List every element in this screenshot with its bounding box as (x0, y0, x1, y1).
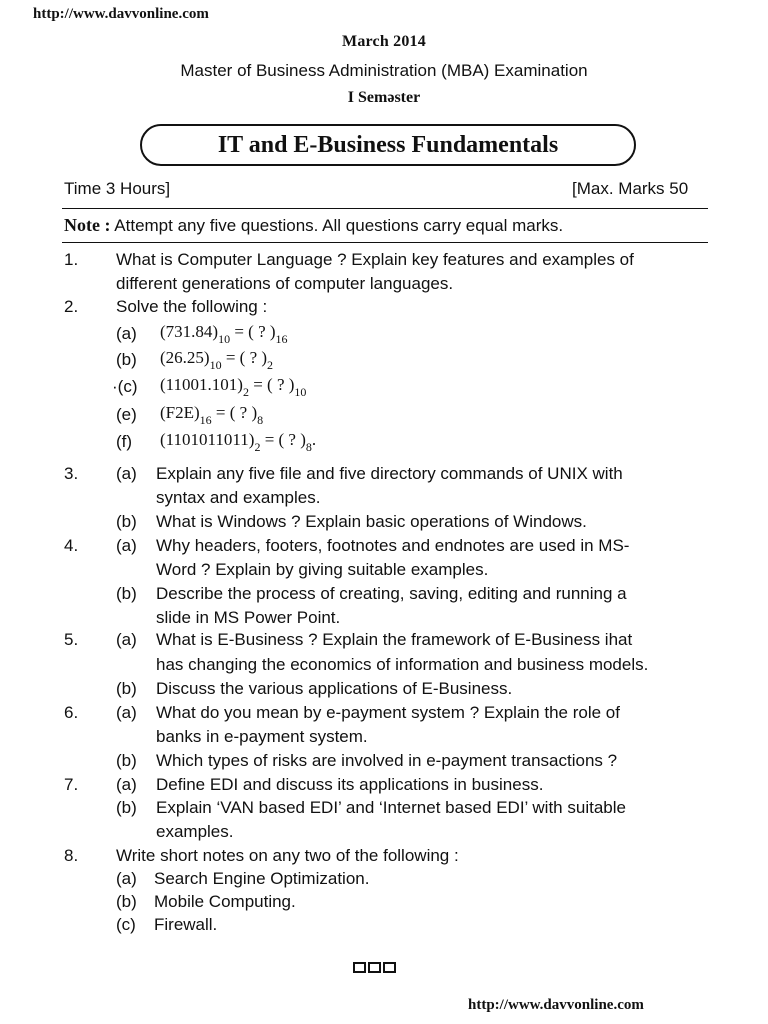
question-text: Describe the process of creating, saving, editing and running a (156, 584, 627, 603)
question-number: 5. (64, 630, 79, 649)
end-of-paper-icon (353, 962, 396, 973)
question-text: What is Windows ? Explain basic operations of Windows. (156, 512, 587, 531)
sub-question-mark: (b) (116, 350, 137, 369)
max-marks: [Max. Marks 50 (572, 179, 689, 198)
source-url-top[interactable]: http://www.davvonline.com (33, 6, 209, 22)
note-label: Note : (64, 215, 111, 235)
sub-question-mark: (b) (116, 512, 137, 531)
conversion-expression: $(F2E)_{16}$ = ( ? )$_8$ (160, 403, 264, 427)
divider (62, 242, 708, 243)
question-text: Write short notes on any two of the following : (116, 846, 459, 865)
sub-question-mark: (b) (116, 679, 137, 698)
sub-question-mark: (b) (116, 584, 137, 603)
question-text: What is Computer Language ? Explain key features and examples of (116, 250, 634, 269)
sub-question-mark: (c) (116, 915, 136, 934)
sub-question-mark: (f) (116, 432, 133, 451)
note (64, 215, 563, 236)
sub-question-mark: (a) (116, 775, 137, 794)
question-number: 8. (64, 846, 79, 865)
question-text: Word ? Explain by giving suitable examples. (156, 560, 489, 579)
question-text: Mobile Computing. (154, 892, 296, 911)
conversion-expression: $(26.25)_{10}$ = ( ? )$_2$ (160, 348, 274, 372)
sub-question-mark: (a) (116, 324, 137, 343)
paper-title: IT and E-Business Fundamentals (140, 124, 636, 166)
question-text: Explain ‘VAN based EDI’ and ‘Internet based EDI’ with suitable (156, 798, 626, 817)
question-text: What do you mean by e-payment system ? Explain the role of (156, 703, 620, 722)
exam-name: Master of Business Administration (MBA) Examination (180, 61, 588, 80)
sub-question-mark: (e) (116, 405, 137, 424)
question-text: examples. (156, 822, 234, 841)
question-text: different generations of computer languages. (116, 274, 454, 293)
question-number: 3. (64, 464, 79, 483)
end-mark-box (368, 962, 381, 973)
semester: I Seməster (347, 89, 421, 106)
question-text: banks in e-payment system. (156, 727, 368, 746)
note-text: Attempt any five questions. All questions carry equal marks. (114, 216, 564, 235)
conversion-expression: $(731.84)_{10}$ = ( ? )$_{16}$ (160, 322, 288, 346)
question-text: Search Engine Optimization. (154, 869, 370, 888)
question-text: Explain any five file and five directory commands of UNIX with (156, 464, 623, 483)
sub-question-mark: (a) (116, 630, 137, 649)
question-text: Discuss the various applications of E-Business. (156, 679, 513, 698)
sub-question-mark: (a) (116, 464, 137, 483)
conversion-expression: $(11001.101)_2$ = ( ? )$_{10}$ (160, 375, 307, 399)
sub-question-mark: ·(c) (112, 377, 138, 396)
time-allowed: Time 3 Hours] (64, 179, 171, 198)
sub-question-mark: (b) (116, 892, 137, 911)
source-url-bottom[interactable]: http://www.davvonline.com (468, 997, 644, 1013)
question-text: Which types of risks are involved in e-payment transactions ? (156, 751, 618, 770)
question-number: 2. (64, 297, 79, 316)
question-number: 1. (64, 250, 79, 269)
question-text: What is E-Business ? Explain the framework of E-Business ihat (156, 630, 633, 649)
question-text: slide in MS Power Point. (156, 608, 341, 627)
question-text: has changing the economics of information and business models. (156, 655, 649, 674)
question-text: Why headers, footers, footnotes and endnotes are used in MS- (156, 536, 630, 555)
question-number: 4. (64, 536, 79, 555)
divider (62, 208, 708, 209)
sub-question-mark: (a) (116, 703, 137, 722)
question-number: 6. (64, 703, 79, 722)
question-text: Define EDI and discuss its applications in business. (156, 775, 544, 794)
end-mark-box (383, 962, 396, 973)
end-mark-box (353, 962, 366, 973)
question-number: 7. (64, 775, 79, 794)
conversion-expression: $(1101011011)_2$ = ( ? )$_8$. (160, 430, 317, 454)
exam-date: March 2014 (342, 33, 426, 50)
question-text: syntax and examples. (156, 488, 321, 507)
sub-question-mark: (b) (116, 751, 137, 770)
question-text: Firewall. (154, 915, 218, 934)
sub-question-mark: (a) (116, 536, 137, 555)
sub-question-mark: (a) (116, 869, 137, 888)
question-text: Solve the following : (116, 297, 268, 316)
sub-question-mark: (b) (116, 798, 137, 817)
